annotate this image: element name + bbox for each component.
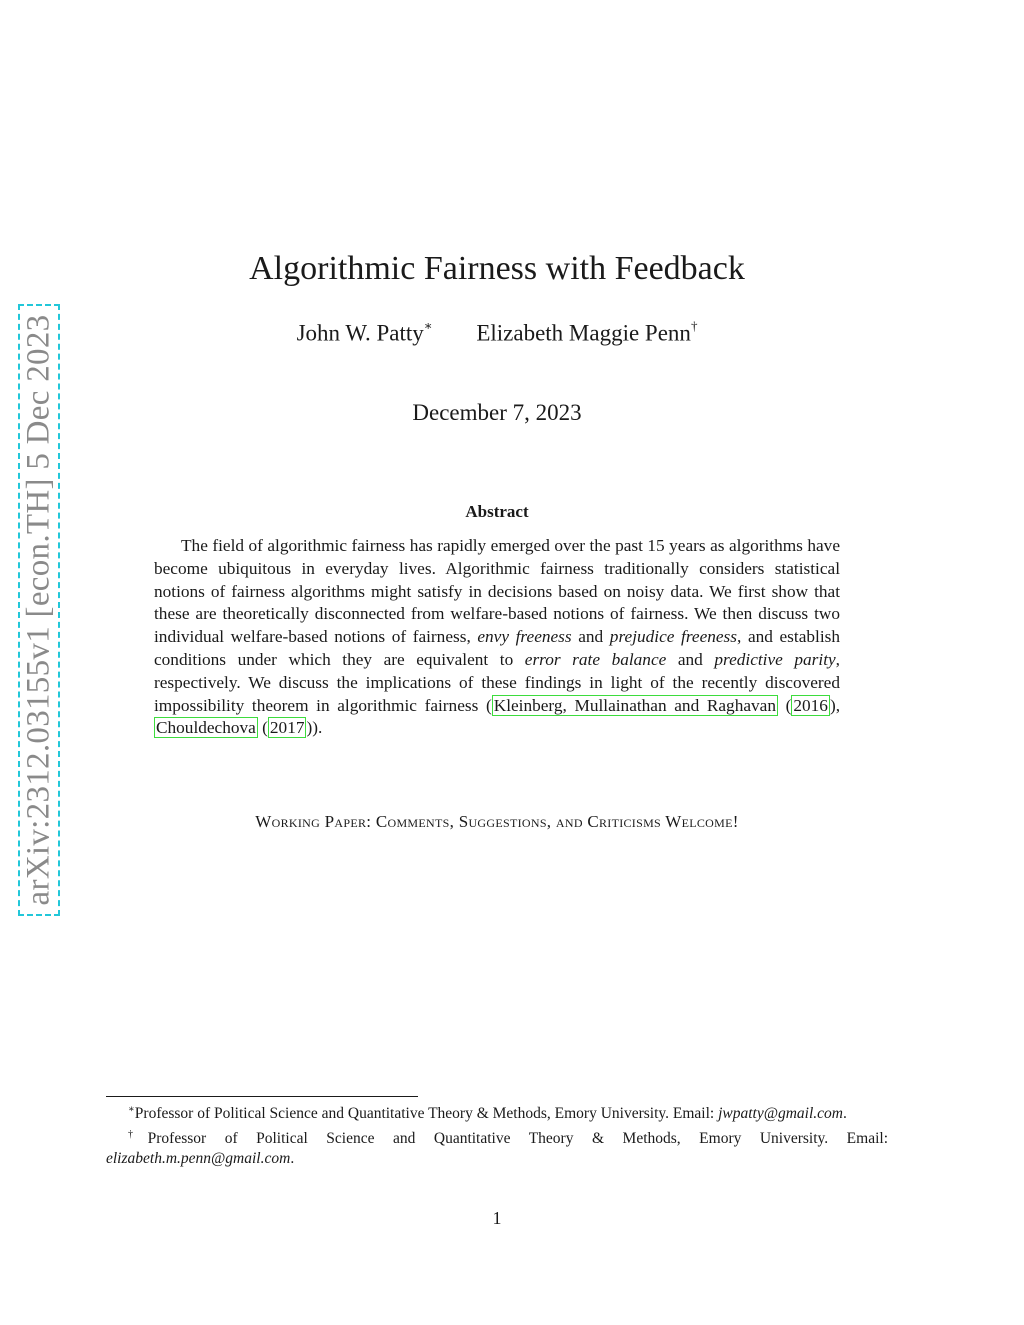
- abstract-text: (: [257, 718, 268, 738]
- author-penn: [476, 320, 697, 347]
- footnote-marker[interactable]: †: [690, 318, 698, 333]
- abstract-text: , respectively. We discuss the implications of these findings in light of the recently discovered impossibility theorem in algorithmic fairness (: [154, 649, 840, 715]
- footnote-penn: [106, 1125, 888, 1170]
- paper-title: Algorithmic Fairness with Feedback: [249, 250, 745, 287]
- citation-link-chouldechova[interactable]: Chouldechova: [156, 718, 256, 738]
- term-error-rate-balance: error rate balance: [524, 649, 667, 669]
- footnote-text: .: [843, 1105, 847, 1123]
- abstract-text: The field of algorithmic fairness has rapidly emerged over the past 15 years as algorithms have become ubiquitous in everyday lives. Algorithmic fairness traditionally considers statistical notions of fairness algorithms might satisfy in decisions based on noisy data. We first show that these are theoretically disconnected from welfare-based notions of fairness. We then discuss two individual welfare-based notions of fairness,: [154, 536, 840, 647]
- footnote-marker[interactable]: ∗: [423, 318, 433, 333]
- citation-link-kleinberg[interactable]: Kleinberg, Mullainathan and Raghavan: [493, 695, 776, 715]
- footnote-rule: [106, 1096, 418, 1097]
- abstract-text: and: [666, 649, 715, 669]
- abstract-text: (: [777, 695, 792, 715]
- footnote-mark: ∗: [128, 1104, 135, 1115]
- citation-year-link-2016[interactable]: 2016: [793, 695, 828, 715]
- paper-date: December 7, 2023: [412, 400, 582, 425]
- author-patty: [297, 320, 433, 347]
- working-paper-notice: Working Paper: Comments, Suggestions, and Criticisms Welcome!: [255, 812, 739, 831]
- footnote-text: Professor of Political Science and Quantitative Theory & Methods, Emory University. Email:: [147, 1129, 888, 1147]
- footnote-mark: †: [128, 1128, 148, 1140]
- footnotes: [106, 1100, 888, 1170]
- footnote-text: .: [290, 1150, 295, 1168]
- author-list: [0, 320, 994, 347]
- abstract-text: , and establish conditions under which they are equivalent to: [154, 627, 840, 669]
- author-name: Elizabeth Maggie Penn: [476, 320, 691, 346]
- abstract-text: )).: [306, 718, 323, 738]
- abstract-text: ),: [829, 695, 841, 715]
- citation-year-link-2017[interactable]: 2017: [269, 718, 305, 738]
- footnote-patty: [106, 1100, 888, 1125]
- footnote-text: Professor of Political Science and Quantitative Theory & Methods, Emory University. Email:: [134, 1105, 719, 1123]
- term-prejudice-freeness: prejudice freeness: [609, 627, 738, 647]
- abstract-heading: Abstract: [465, 502, 529, 521]
- author-email: elizabeth.m.penn@gmail.com: [106, 1150, 291, 1168]
- author-name: John W. Patty: [296, 320, 424, 346]
- term-predictive-parity: predictive parity: [714, 649, 836, 669]
- abstract-text: and: [571, 627, 610, 647]
- abstract-body: [154, 535, 840, 740]
- term-envy-freeness: envy freeness: [477, 627, 572, 647]
- author-email: jwpatty@gmail.com: [718, 1105, 843, 1123]
- arxiv-identifier: arXiv:2312.03155v1 [econ.TH] 5 Dec 2023: [20, 314, 57, 906]
- page-number: 1: [492, 1208, 502, 1228]
